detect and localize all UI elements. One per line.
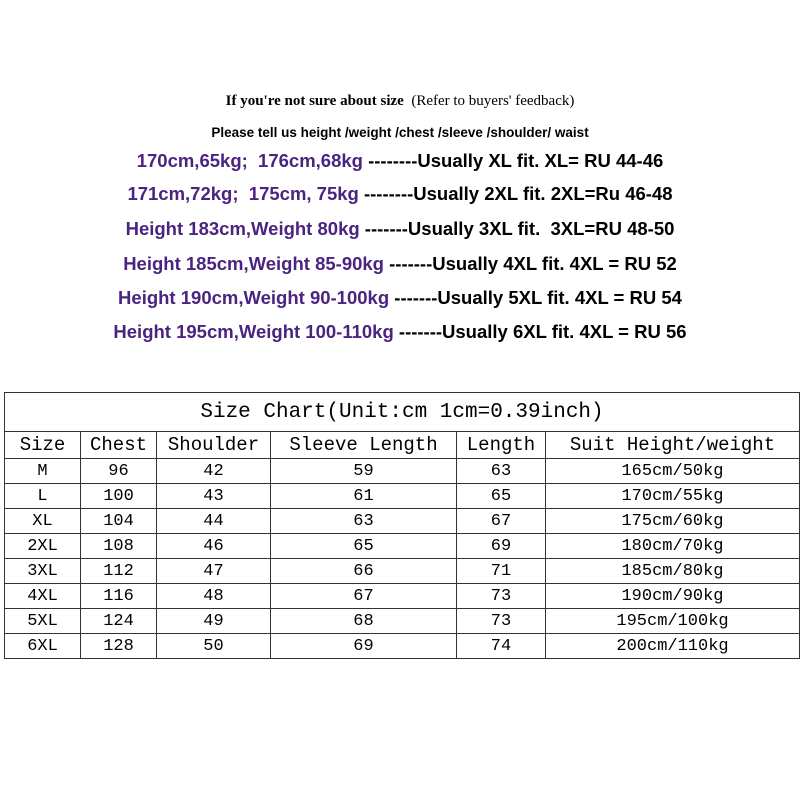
table-row: [5, 534, 800, 559]
body-measurement: Height 183cm,Weight 80kg: [125, 218, 365, 239]
table-row: [5, 509, 800, 534]
table-cell: XL: [5, 509, 81, 534]
column-header: Size: [5, 432, 81, 459]
table-row: [5, 459, 800, 484]
table-cell: 185cm/80kg: [546, 559, 800, 584]
table-row: [5, 609, 800, 634]
column-header: Chest: [81, 432, 157, 459]
table-cell: 165cm/50kg: [546, 459, 800, 484]
column-header: Suit Height/weight: [546, 432, 800, 459]
table-cell: 71: [457, 559, 546, 584]
table-cell: 47: [157, 559, 271, 584]
table-cell: 67: [271, 584, 457, 609]
fit-recommendation: --------Usually XL fit. XL= RU 44-46: [368, 150, 664, 171]
table-cell: 124: [81, 609, 157, 634]
table-cell: 190cm/90kg: [546, 584, 800, 609]
table-cell: 195cm/100kg: [546, 609, 800, 634]
body-measurement: 170cm,65kg; 176cm,68kg: [136, 150, 369, 171]
table-cell: 128: [81, 634, 157, 659]
fit-recommendation: -------Usually 3XL fit. 3XL=RU 48-50: [364, 218, 675, 239]
table-cell: 69: [271, 634, 457, 659]
table-cell: 50: [157, 634, 271, 659]
table-cell: 112: [81, 559, 157, 584]
column-header: Length: [457, 432, 546, 459]
fit-line: [0, 183, 800, 205]
fit-line: [0, 150, 800, 172]
table-cell: 200cm/110kg: [546, 634, 800, 659]
fit-recommendation: -------Usually 6XL fit. 4XL = RU 56: [398, 321, 687, 342]
table-cell: 116: [81, 584, 157, 609]
table-cell: 180cm/70kg: [546, 534, 800, 559]
table-cell: 65: [271, 534, 457, 559]
size-chart-table: [4, 392, 800, 659]
body-measurement: 171cm,72kg; 175cm, 75kg: [127, 183, 364, 204]
fit-recommendation: --------Usually 2XL fit. 2XL=Ru 46-48: [363, 183, 673, 204]
body-measurement: Height 185cm,Weight 85-90kg: [123, 253, 390, 274]
table-cell: 170cm/55kg: [546, 484, 800, 509]
table-cell: 65: [457, 484, 546, 509]
table-cell: 2XL: [5, 534, 81, 559]
table-cell: 108: [81, 534, 157, 559]
table-row: [5, 584, 800, 609]
table-cell: 73: [457, 609, 546, 634]
table-cell: 3XL: [5, 559, 81, 584]
intro-line-2: Please tell us height /weight /chest /sleeve /shoulder/ waist: [211, 125, 589, 140]
table-cell: 5XL: [5, 609, 81, 634]
table-cell: 74: [457, 634, 546, 659]
intro-note: (Refer to buyers' feedback): [411, 93, 575, 109]
table-cell: 73: [457, 584, 546, 609]
table-cell: 96: [81, 459, 157, 484]
table-cell: 67: [457, 509, 546, 534]
table-cell: 100: [81, 484, 157, 509]
table-cell: 63: [271, 509, 457, 534]
body-measurement: Height 195cm,Weight 100-110kg: [113, 321, 399, 342]
table-cell: 42: [157, 459, 271, 484]
column-header: Shoulder: [157, 432, 271, 459]
table-cell: 63: [457, 459, 546, 484]
table-cell: 4XL: [5, 584, 81, 609]
table-cell: 61: [271, 484, 457, 509]
table-row: [5, 634, 800, 659]
table-cell: 49: [157, 609, 271, 634]
fit-line: [0, 253, 800, 275]
table-cell: 6XL: [5, 634, 81, 659]
body-measurement: Height 190cm,Weight 90-100kg: [118, 287, 395, 308]
table-row: [5, 559, 800, 584]
table-cell: 104: [81, 509, 157, 534]
table-cell: 44: [157, 509, 271, 534]
table-cell: 69: [457, 534, 546, 559]
table-title: Size Chart(Unit:cm 1cm=0.39inch): [5, 393, 800, 432]
header-row: [5, 432, 800, 459]
column-header: Sleeve Length: [271, 432, 457, 459]
fit-recommendation: -------Usually 4XL fit. 4XL = RU 52: [389, 253, 677, 274]
table-cell: M: [5, 459, 81, 484]
table-cell: 46: [157, 534, 271, 559]
intro-line-1: [0, 93, 800, 110]
fit-recommendation: -------Usually 5XL fit. 4XL = RU 54: [394, 287, 682, 308]
table-cell: 175cm/60kg: [546, 509, 800, 534]
table-cell: 68: [271, 609, 457, 634]
fit-line: [0, 287, 800, 309]
fit-line: [0, 218, 800, 240]
table-cell: L: [5, 484, 81, 509]
table-cell: 43: [157, 484, 271, 509]
table-cell: 66: [271, 559, 457, 584]
table-row: [5, 484, 800, 509]
table-cell: 59: [271, 459, 457, 484]
fit-line: [0, 321, 800, 343]
table-cell: 48: [157, 584, 271, 609]
intro-bold: If you're not sure about size: [225, 93, 404, 109]
